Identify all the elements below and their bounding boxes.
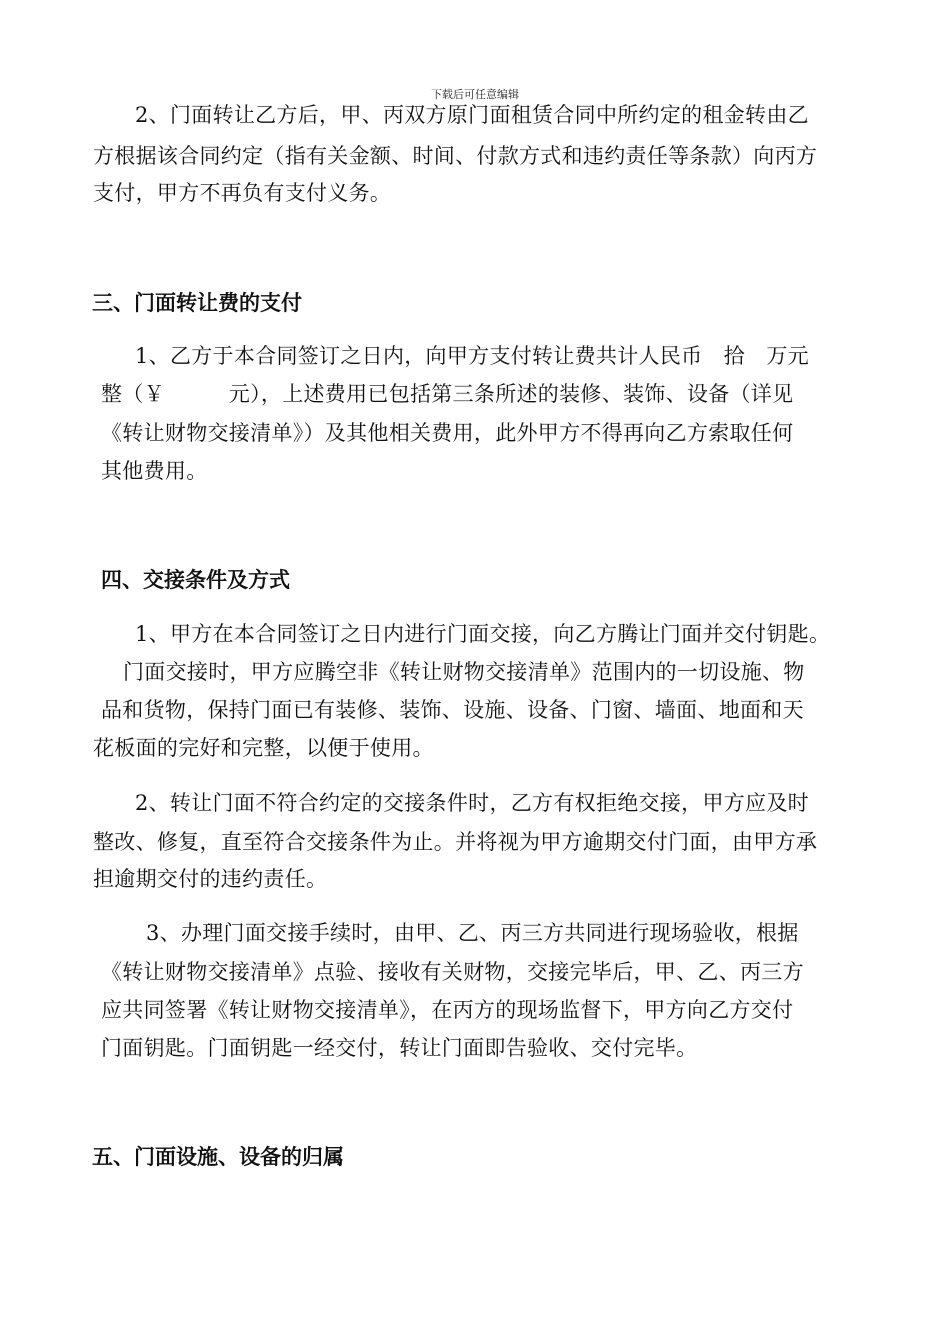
text-line: 2、转让门面不符合约定的交接条件时，乙方有权拒绝交接，甲方应及时	[135, 791, 809, 815]
section-heading-3: 三、门面转让费的支付	[92, 291, 302, 315]
text-line: 1、甲方在本合同签订之日内进行门面交接，向乙方腾让门面并交付钥匙。	[135, 622, 831, 646]
section-heading-4: 四、交接条件及方式	[101, 568, 290, 592]
text-line: 应共同签署《转让财物交接清单》，在丙方的现场监督下，甲方向乙方交付	[101, 998, 794, 1022]
text-line: 3、办理门面交接手续时，由甲、乙、丙三方共同进行现场验收，根据	[146, 921, 799, 945]
text-line: 2、门面转让乙方后，甲、丙双方原门面租赁合同中所约定的租金转由乙	[135, 103, 809, 127]
text-line: 《转让财物交接清单》点验、接收有关财物，交接完毕后，甲、乙、丙三方	[101, 960, 804, 984]
text-line: 品和货物，保持门面已有装修、装饰、设施、设备、门窗、墙面、地面和天	[101, 698, 804, 722]
text-line: 方根据该合同约定（指有关金额、时间、付款方式和违约责任等条款）向丙方	[93, 144, 818, 168]
section-heading-5: 五、门面设施、设备的归属	[92, 1145, 344, 1169]
text-line: 门面钥匙。门面钥匙一经交付，转让门面即告验收、交付完毕。	[101, 1036, 698, 1060]
text-line: 担逾期交付的违约责任。	[93, 867, 328, 891]
text-line: 1、乙方于本合同签订之日内，向甲方支付转让费共计人民币 拾 万元	[135, 344, 809, 368]
text-line: 其他费用。	[101, 459, 208, 483]
text-line: 整（￥ 元），上述费用已包括第三条所述的装修、装饰、设备（详见	[101, 382, 794, 406]
page-header-note: 下载后可任意编辑	[431, 88, 519, 101]
text-line: 支付，甲方不再负有支付义务。	[93, 181, 392, 205]
text-line: 《转让财物交接清单》）及其他相关费用，此外甲方不得再向乙方索取任何	[101, 421, 794, 445]
text-line: 花板面的完好和完整，以便于使用。	[93, 736, 434, 760]
text-line: 整改、修复，直至符合交接条件为止。并将视为甲方逾期交付门面，由甲方承	[93, 830, 818, 854]
text-line: 门面交接时，甲方应腾空非《转让财物交接清单》范围内的一切设施、物	[123, 660, 805, 684]
